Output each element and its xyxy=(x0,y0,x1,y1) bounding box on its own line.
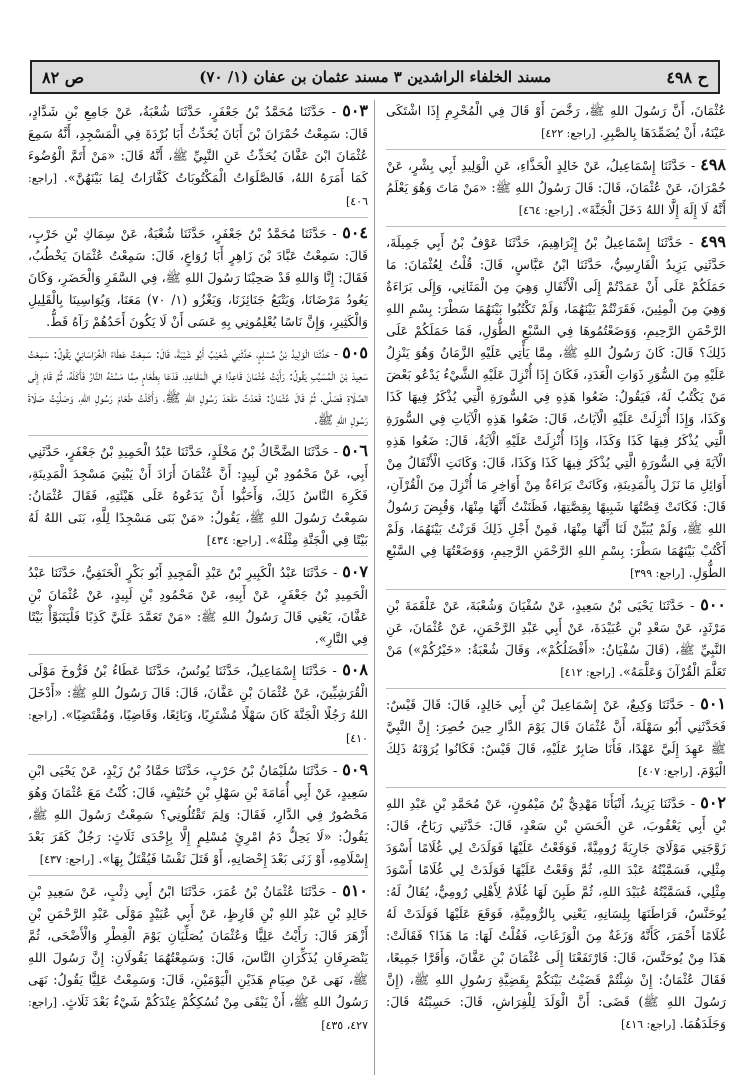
hadith-separator xyxy=(386,226,726,227)
hadith-paragraph xyxy=(28,759,368,871)
column-divider xyxy=(374,100,375,1075)
cross-reference: [راجع: ٤١٢] xyxy=(560,666,615,679)
right-column xyxy=(386,100,726,1070)
cross-reference: [راجع: ٤٦٤] xyxy=(518,204,574,217)
hadith-text: - حَدَّثَنَا الْوَلِيدُ بْنُ مُسْلِمٍ، حَدَّثَنِي شُعَيْبُ أَبُو شَيْبَةَ، قَالَ: سَمِعْتُ عَطَاءً الْخُرَاسَانِيَّ يَقُولُ: سَمِعْتُ سَعِيدَ بْنَ الْمُسَيَّبِ يَقُولُ: رَأَيْتُ عُثْمَانَ قَاعِدًا فِي الْمَقَاعِدِ، فَدَعَا بِطَعَامٍ مِمَّا مَسَّتْهُ النَّارُ فَأَكَلَهُ، ثُمَّ قَامَ إِلَى الصَّلَاةِ فَصَلَّى، ثُمَّ قَالَ عُثْمَانُ: قَعَدْتُ مَقْعَدَ رَسُولِ اللهِ ﷺ، وَأَكَلْتُ طَعَامَ رَسُولِ اللهِ، وَصَلَّيْتُ صَلَاةَ رَسُولِ اللهِ ﷺ. xyxy=(28,346,368,427)
hadith-separator xyxy=(386,149,726,150)
hadith-text: - حَدَّثَنَا مُحَمَّدُ بْنُ جَعْفَرٍ، حَدَّثَنَا شُعْبَةُ، عَنْ جَامِعِ بْنِ شَدَّادٍ، قَالَ: سَمِعْتُ حُمْرَانَ بْنَ أَبَانَ يُحَدِّثُ أَبَا بُرْدَةَ فِي الْمَسْجِدِ، أَنَّهُ سَمِعَ عُثْمَانَ ابْنَ عَفَّانَ يُحَدِّثُ عَنِ النَّبِيِّ ﷺ، أَنَّهُ قَالَ: «مَنْ أَتَمَّ الْوُضُوءَ كَمَا أَمَرَهُ اللهُ، فَالصَّلَوَاتُ الْمَكْتُوبَاتُ كَفَّارَاتٌ لِمَا بَيْنَهُنَّ». xyxy=(28,104,368,185)
hadith-paragraph xyxy=(386,693,726,783)
hadith-number: ٥١٠ xyxy=(342,881,368,900)
hadith-text: - حَدَّثَنَا إِسْمَاعِيلُ بْنُ إِبْرَاهِيمَ، حَدَّثَنَا عَوْفُ بْنُ أَبِي جَمِيلَةَ، حَدَّثَنِي يَزِيدُ الْفَارِسِيُّ، حَدَّثَنَا ابْنُ عَبَّاسٍ، قَالَ: قُلْتُ لِعُثْمَانَ: مَا حَمَلَكُمْ عَلَى أَنْ عَمَدْتُمْ إِلَى الْأَنْفَالِ وَهِيَ مِنَ الْمَثَانِي، وَإِلَى بَرَاءَةٌ وَهِيَ مِنَ الْمِئِينَ، فَقَرَنْتُمْ بَيْنَهُمَا، وَلَمْ تَكْتُبُوا بَيْنَهُمَا سَطْرَ: بِسْمِ اللهِ الرَّحْمَنِ الرَّحِيمِ، وَوَضَعْتُمُوهَا فِي السَّبْعِ الطُّوَلِ، فَمَا حَمَلَكُمْ عَلَى ذَلِكَ؟ قَالَ: كَانَ رَسُولُ اللهِ ﷺ، مِمَّا يَأْتِي عَلَيْهِ الزَّمَانُ وَهُوَ يَنْزِلُ عَلَيْهِ مِنَ السُّوَرِ ذَوَاتِ الْعَدَدِ، فَكَانَ إِذَا أُنْزِلَ عَلَيْهِ الشَّيْءُ يَدْعُو بَعْضَ مَنْ يَكْتُبُ لَهُ، فَيَقُولُ: ضَعُوا هَذِهِ فِي السُّورَةِ الَّتِي يُذْكَرُ فِيهَا كَذَا وَكَذَا، وَإِذَا أُنْزِلَتْ عَلَيْهِ الْآيَاتُ، قَالَ: ضَعُوا هَذِهِ الْآيَاتِ فِي السُّورَةِ الَّتِي يُذْكَرُ فِيهَا كَذَا وَكَذَا، وَإِذَا أُنْزِلَتْ عَلَيْهِ الْآيَةُ، قَالَ: ضَعُوا هَذِهِ الْآيَةَ فِي السُّورَةِ الَّتِي يُذْكَرُ فِيهَا كَذَا وَكَذَا، قَالَ: وَكَانَتِ الْأَنْفَالُ مِنْ أَوَائِلِ مَا نَزَلَ بِالْمَدِينَةِ، وَكَانَتْ بَرَاءَةٌ مِنْ أَوَاخِرِ مَا أُنْزِلَ مِنَ الْقُرْآنِ، قَالَ: فَكَانَتْ قِصَّتُهَا شَبِيهًا بِقِصَّتِهَا، فَظَنَنْتُ أَنَّهَا مِنْهَا، وَقُبِضَ رَسُولُ اللهِ ﷺ، وَلَمْ يُبَيِّنْ لَنَا أَنَّهَا مِنْهَا، فَمِنْ أَجْلِ ذَلِكَ قَرَنْتُ بَيْنَهُمَا، وَلَمْ أَكْتُبْ بَيْنَهُمَا سَطْرَ: بِسْمِ اللهِ الرَّحْمَنِ الرَّحِيمِ، وَوَضَعْتُهَا فِي السَّبْعِ الطُّوَلِ. xyxy=(386,235,726,580)
hadith-separator xyxy=(386,589,726,590)
page-number-left: ص ٨٢ xyxy=(42,67,85,87)
hadith-number: ٥٠٢ xyxy=(700,793,726,812)
hadith-text: عُثْمَانَ، أَنَّ رَسُولَ اللهِ ﷺ، رَخَّصَ أَوْ قَالَ فِي الْمُحْرِمِ إِذَا اشْتَكَى عَيْنَهُ، أَنْ يُضَمِّدَهَا بِالصَّبِرِ. xyxy=(386,103,726,140)
cross-reference: [راجع: ٤٣٤] xyxy=(206,534,262,547)
hadith-text: - حَدَّثَنَا عَبْدُ الْكَبِيرِ بْنُ عَبْدِ الْمَجِيدِ أَبُو بَكْرٍ الْحَنَفِيُّ، حَدَّثَنَا عَبْدُ الْحَمِيدِ بْنُ جَعْفَرٍ، عَنْ أَبِيهِ، عَنْ مَحْمُودِ بْنِ لَبِيدٍ، عَنْ عُثْمَانَ بْنِ عَفَّانَ، يَعْنِي قَالَ رَسُولُ اللهِ ﷺ: «مَنْ تَعَمَّدَ عَلَيَّ كَذِبًا فَلْيَتَبَوَّأْ بَيْتًا فِي النَّارِ». xyxy=(28,565,368,646)
hadith-paragraph xyxy=(386,154,726,222)
cross-reference: [راجع: ٤٣٧] xyxy=(39,853,95,866)
hadith-paragraph xyxy=(28,222,368,333)
hadith-paragraph xyxy=(386,100,726,145)
hadith-paragraph xyxy=(386,594,726,684)
hadith-paragraph xyxy=(28,100,368,213)
cross-reference: [راجع: ٤٢٢] xyxy=(541,127,596,140)
hadith-text: - حَدَّثَنَا يَزِيدُ، أَنْبَأَنَا مَهْدِيُّ بْنُ مَيْمُونٍ، عَنْ مُحَمَّدِ بْنِ عَبْدِ اللهِ بْنِ أَبِي يَعْقُوبَ، عَنِ الْحَسَنِ بْنِ سَعْدٍ، قَالَ: حَدَّثَنِي رَبَاحٌ، قَالَ: زَوَّجَنِي مَوْلَايَ جَارِيَةً رُومِيَّةً، فَوَقَعْتُ عَلَيْهَا فَوَلَدَتْ لِي غُلَامًا أَسْوَدَ مِثْلِي، فَسَمَّيْتُهُ عَبْدَ اللهِ، ثُمَّ وَقَعْتُ عَلَيْهَا فَوَلَدَتْ لِي غُلَامًا أَسْوَدَ مِثْلِي، فَسَمَّيْتُهُ عُبَيْدَ اللهِ، ثُمَّ طَبِنَ لَهَا غُلَامٌ لِأَهْلِي رُومِيٌّ، يُقَالُ لَهُ: يُوحَنَّسُ، فَرَاطَنَهَا بِلِسَانِهِ، يَعْنِي بِالرُّومِيَّةِ، فَوَقَعَ عَلَيْهَا فَوَلَدَتْ لَهُ غُلَامًا أَحْمَرَ، كَأَنَّهُ وَزَغَةٌ مِنَ الْوَزَغَاتِ، فَقُلْتُ لَهَا: مَا هَذَا؟ فَقَالَتْ: هَذَا مِنْ يُوحَنَّسَ، قَالَ: فَارْتَفَعْنَا إِلَى عُثْمَانَ بْنِ عَفَّانَ، وَأَقَرَّا جَمِيعًا، فَقَالَ عُثْمَانُ: إِنْ شِئْتُمْ قَضَيْتُ بَيْنَكُمْ بِقَضِيَّةِ رَسُولِ اللهِ ﷺ، (إِنَّ رَسُولَ اللهِ ﷺ) قَضَى: أَنَّ الْوَلَدَ لِلْفِرَاشِ، قَالَ: حَسِبْتُهُ قَالَ: وَجَلَدَهُمَا. xyxy=(386,796,726,1031)
hadith-number: ٤٩٩ xyxy=(700,232,726,251)
hadith-text: - حَدَّثَنَا إِسْمَاعِيلُ، عَنْ خَالِدٍ الْحَذَّاءِ، عَنِ الْوَلِيدِ أَبِي بِشْرٍ، عَنْ حُمْرَانَ، عَنْ عُثْمَانَ، قَالَ: قَالَ رَسُولُ اللهِ ﷺ: «مَنْ مَاتَ وَهُوَ يَعْلَمُ أَنَّهُ لَا إِلَهَ إِلَّا اللهُ دَخَلَ الْجَنَّةَ». xyxy=(386,158,726,217)
hadith-number: ٥٠٥ xyxy=(342,343,368,362)
hadith-number: ٥٠٩ xyxy=(342,760,368,779)
left-column xyxy=(28,100,368,1070)
hadith-text: - حَدَّثَنَا سُلَيْمَانُ بْنُ حَرْبٍ، حَدَّثَنَا حَمَّادُ بْنُ زَيْدٍ، عَنْ يَحْيَى ابْنِ سَعِيدٍ، عَنْ أَبِي أُمَامَةَ بْنِ سَهْلِ بْنِ حُنَيْفٍ، قَالَ: كُنْتُ مَعَ عُثْمَانَ وَهُوَ مَحْصُورٌ فِي الدَّارِ، فَقَالَ: وَلِمَ تَقْتُلُونِي؟ سَمِعْتُ رَسُولَ اللهِ ﷺ، يَقُولُ: «لَا يَحِلُّ دَمُ امْرِئٍ مُسْلِمٍ إِلَّا بِإِحْدَى ثَلَاثٍ: رَجُلٌ كَفَرَ بَعْدَ إِسْلَامِهِ، أَوْ زَنَى بَعْدَ إِحْصَانِهِ، أَوْ قَتَلَ نَفْسًا فَيُقْتَلُ بِهَا». xyxy=(28,763,368,866)
hadith-paragraph xyxy=(28,440,368,552)
hadith-separator xyxy=(28,337,368,338)
cross-reference: [راجع: ٤١٠] xyxy=(28,709,368,745)
hadith-text: - حَدَّثَنَا وَكِيعٌ، عَنْ إِسْمَاعِيلَ بْنِ أَبِي خَالِدٍ، قَالَ: قَالَ قَيْسٌ: فَحَدَّثَنِي أَبُو سَهْلَةَ، أَنَّ عُثْمَانَ قَالَ يَوْمَ الدَّارِ حِينَ حُصِرَ: إِنَّ النَّبِيَّ ﷺ عَهِدَ إِلَيَّ عَهْدًا، فَأَنَا صَابِرٌ عَلَيْهِ، قَالَ قَيْسٌ: فَكَانُوا يُرَوْنَهُ ذَلِكَ الْيَوْمَ. xyxy=(386,697,726,778)
hadith-text: - حَدَّثَنَا يَحْيَى بْنُ سَعِيدٍ، عَنْ سُفْيَانَ وَشُعْبَةَ، عَنْ عَلْقَمَةَ بْنِ مَرْثَدٍ، عَنْ سَعْدِ بْنِ عُبَيْدَةَ، عَنْ أَبِي عَبْدِ الرَّحْمَنِ، عَنْ عُثْمَانَ، عَنِ النَّبِيِّ ﷺ، (قَالَ سُفْيَانُ: «أَفْضَلُكُمْ»، وَقَالَ شُعْبَةُ: «خَيْرُكُمْ») مَنْ تَعَلَّمَ الْقُرْآنَ وَعَلَّمَهُ». xyxy=(386,598,726,679)
page-header xyxy=(30,60,720,94)
cross-reference: [راجع: ٤٠٧] xyxy=(637,765,693,778)
cross-reference: [راجع: ٣٩٩] xyxy=(630,567,685,580)
hadith-separator xyxy=(28,654,368,655)
hadith-separator xyxy=(28,754,368,755)
hadith-paragraph xyxy=(28,342,368,431)
hadith-paragraph xyxy=(386,231,726,585)
hadith-text: - حَدَّثَنَا إِسْمَاعِيلُ، حَدَّثَنَا يُونُسُ، حَدَّثَنَا عَطَاءُ بْنُ فَرُّوخَ مَوْلَى الْقُرَشِيِّينَ، عَنْ عُثْمَانَ بْنِ عَفَّانَ، قَالَ: قَالَ رَسُولُ اللهِ ﷺ: «أَدْخَلَ اللهُ رَجُلًا الْجَنَّةَ كَانَ سَهْلًا مُشْتَرِيًا، وَبَائِعًا، وَقَاضِيًا، وَمُقْتَضِيًا». xyxy=(28,663,368,722)
cross-reference: [راجع: ٤٠٦] xyxy=(28,172,368,208)
page-number-right: ح ٤٩٨ xyxy=(666,67,708,87)
hadith-number: ٤٩٨ xyxy=(700,155,726,174)
hadith-paragraph xyxy=(28,659,368,750)
hadith-text: - حَدَّثَنَا مُحَمَّدُ بْنُ جَعْفَرٍ، حَدَّثَنَا شُعْبَةُ، عَنْ سِمَاكِ بْنِ حَرْبٍ، قَالَ: سَمِعْتُ عَبَّادَ بْنَ زَاهِرٍ أَبَا رُوَاعٍ، قَالَ: سَمِعْتُ عُثْمَانَ يَخْطُبُ، فَقَالَ: إِنَّا وَاللهِ قَدْ صَحِبْنَا رَسُولَ اللهِ ﷺ، فِي السَّفَرِ وَالْحَضَرِ، وَكَانَ يَعُودُ مَرْضَانَا، وَيَتْبَعُ جَنَائِزَنَا، وَيَغْزُو (١/ ٧٠) مَعَنَا، وَيُوَاسِينَا بِالْقَلِيلِ وَالْكَثِيرِ، وَإِنَّ نَاسًا يُعْلِمُونِي بِهِ عَسَى أَنْ لَا يَكُونَ أَحَدُهُمْ رَآهُ قَطُّ. xyxy=(28,226,368,329)
hadith-text: - حَدَّثَنَا الضَّحَّاكُ بْنُ مَخْلَدٍ، حَدَّثَنَا عَبْدُ الْحَمِيدِ بْنُ جَعْفَرٍ، حَدَّثَنِي أَبِي، عَنْ مَحْمُودِ بْنِ لَبِيدٍ: أَنَّ عُثْمَانَ أَرَادَ أَنْ يَبْنِيَ مَسْجِدَ الْمَدِينَةِ، فَكَرِهَ النَّاسُ ذَلِكَ، وَأَحَبُّوا أَنْ يَدَعُوهُ عَلَى هَيْئَتِهِ، فَقَالَ عُثْمَانُ: سَمِعْتُ رَسُولَ اللهِ ﷺ، يَقُولُ: «مَنْ بَنَى مَسْجِدًا لِلَّهِ، بَنَى اللهُ لَهُ بَيْتًا فِي الْجَنَّةِ مِثْلَهُ». xyxy=(28,444,368,547)
hadith-number: ٥٠٤ xyxy=(342,223,368,242)
hadith-paragraph xyxy=(28,561,368,650)
hadith-text: - حَدَّثَنَا عُثْمَانُ بْنُ عُمَرَ، حَدَّثَنَا ابْنُ أَبِي ذِئْبٍ، عَنْ سَعِيدِ بْنِ خَالِدِ بْنِ عَبْدِ اللهِ بْنِ قَارِظٍ، عَنْ أَبِي عُبَيْدٍ مَوْلَى عَبْدِ الرَّحْمَنِ بْنِ أَزْهَرَ قَالَ: رَأَيْتُ عَلِيًّا وَعُثْمَانَ يُصَلِّيَانِ يَوْمَ الْفِطْرِ وَالْأَضْحَى، ثُمَّ يَنْصَرِفَانِ يُذَكِّرَانِ النَّاسَ، قَالَ: وَسَمِعْتُهُمَا يَقُولَانِ: إِنَّ رَسُولَ اللهِ ﷺ، نَهَى عَنْ صِيَامِ هَذَيْنِ الْيَوْمَيْنِ، قَالَ: وَسَمِعْتُ عَلِيًّا يَقُولُ: نَهَى رَسُولُ اللهِ ﷺ، أَنْ يَبْقَى مِنْ نُسُكِكُمْ عِنْدَكُمْ شَيْءٌ بَعْدَ ثَلَاثٍ. xyxy=(28,884,368,1009)
hadith-separator xyxy=(28,217,368,218)
running-title: مسند الخلفاء الراشدين ٣ مسند عثمان بن عفان (١/ ٧٠) xyxy=(199,68,552,86)
hadith-number: ٥٠١ xyxy=(700,694,726,713)
hadith-number: ٥٠٠ xyxy=(700,595,726,614)
hadith-separator xyxy=(28,875,368,876)
hadith-separator xyxy=(386,787,726,788)
hadith-number: ٥٠٨ xyxy=(342,660,368,679)
hadith-separator xyxy=(28,556,368,557)
hadith-paragraph xyxy=(386,792,726,1036)
hadith-separator xyxy=(28,435,368,436)
cross-reference: [راجع: ٤١٦] xyxy=(621,1018,676,1031)
hadith-separator xyxy=(386,688,726,689)
hadith-number: ٥٠٣ xyxy=(342,101,368,120)
hadith-paragraph xyxy=(28,880,368,1037)
hadith-number: ٥٠٧ xyxy=(342,562,368,581)
hadith-number: ٥٠٦ xyxy=(342,441,368,460)
cross-reference: [راجع: ٤٢٧، ٤٣٥] xyxy=(28,996,368,1032)
